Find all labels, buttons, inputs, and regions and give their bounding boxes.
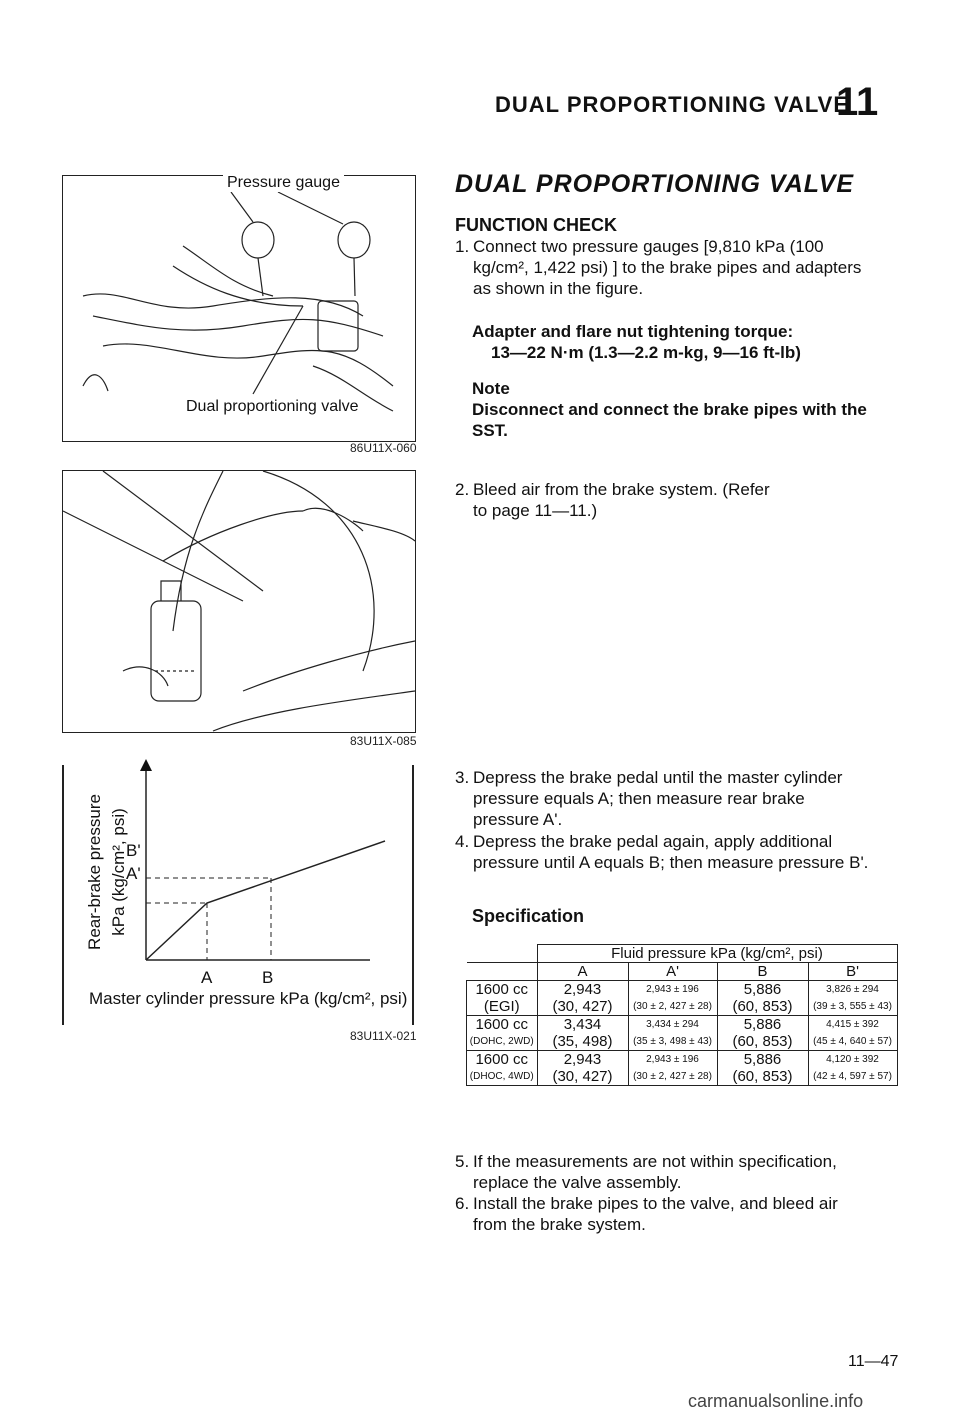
col-a-prime: A' — [628, 963, 717, 981]
figure-code: 83U11X-021 — [350, 1029, 417, 1043]
chart-ytick-bprime: B' — [126, 841, 141, 860]
cell-b-alt: (60, 853) — [732, 1068, 793, 1085]
cell-ap-alt: (30 ± 2, 427 ± 28) — [633, 1001, 712, 1012]
cell-ap-alt: (30 ± 2, 427 ± 28) — [633, 1071, 712, 1082]
step-1 — [455, 236, 873, 302]
row-label — [467, 981, 538, 1016]
col-b-prime: B' — [808, 963, 897, 981]
specification-heading: Specification — [472, 906, 585, 926]
cell-a-alt: (30, 427) — [552, 998, 613, 1015]
row-label-1: 1600 cc — [475, 1016, 529, 1033]
cell-a-prime — [628, 1051, 717, 1086]
figure-bleed-air — [62, 470, 416, 733]
cell-ap-value: 3,434 ± 294 — [646, 1019, 699, 1030]
cell-b — [717, 1051, 808, 1086]
cell-bp-alt: (45 ± 4, 640 ± 57) — [813, 1036, 892, 1047]
chart-xlabel: Master cylinder pressure kPa (kg/cm², psi) — [89, 989, 408, 1008]
cell-b-prime — [808, 1016, 897, 1051]
page-number: 11—47 — [848, 1353, 899, 1370]
page-header-title: DUAL PROPORTIONING VALVE — [495, 92, 850, 117]
row-label-2: (DHOC, 4WD) — [469, 1071, 534, 1082]
cell-b-prime — [808, 981, 897, 1016]
dual-valve-label: Dual proportioning valve — [186, 398, 359, 415]
pressure-curve — [146, 841, 385, 960]
step-5 — [455, 1151, 873, 1195]
step-4 — [455, 831, 873, 897]
step-number: 3. — [455, 768, 470, 787]
col-b: B — [717, 963, 808, 981]
cell-a-alt: (35, 498) — [552, 1033, 613, 1050]
watermark: carmanualsonline.info — [688, 1391, 864, 1411]
step-3 — [455, 767, 873, 833]
cell-b-alt: (60, 853) — [732, 998, 793, 1015]
row-label — [467, 1051, 538, 1086]
cell-a — [537, 1016, 628, 1051]
cell-bp-alt: (39 ± 3, 555 ± 43) — [813, 1001, 892, 1012]
cell-a — [537, 1051, 628, 1086]
figure-code: 86U11X-060 — [350, 441, 417, 455]
cell-b — [717, 1016, 808, 1051]
cell-bp-value: 3,826 ± 294 — [826, 984, 879, 995]
blank-cell — [467, 963, 538, 981]
step-number: 2. — [455, 480, 470, 499]
cell-ap-value: 2,943 ± 196 — [646, 1054, 699, 1065]
pressure-gauge-label: Pressure gauge — [223, 174, 344, 192]
step-text: Depress the brake pedal again, apply additional pressure until A equals B; then measure pressure B'. — [473, 832, 869, 872]
y-axis-arrow — [140, 759, 152, 771]
table-header: Fluid pressure kPa (kg/cm², psi) — [537, 945, 897, 963]
row-label-1: 1600 cc — [475, 981, 529, 998]
table-row — [467, 1016, 898, 1051]
cell-b-prime — [808, 1051, 897, 1086]
cell-bp-value: 4,120 ± 392 — [826, 1054, 879, 1065]
note-text: Disconnect and connect the brake pipes with the SST. — [472, 400, 867, 440]
row-label-2: (DOHC, 2WD) — [469, 1036, 534, 1047]
cell-a — [537, 981, 628, 1016]
step-text: Bleed air from the brake system. (Refer to page 11—11.) — [473, 480, 770, 520]
chart-ylabel-2: kPa (kg/cm², psi) — [109, 808, 128, 936]
bleeding-illustration — [63, 471, 415, 732]
blank-cell — [467, 945, 538, 963]
chart-xtick-b: B — [262, 968, 274, 987]
table-row — [467, 1051, 898, 1086]
chart-ytick-aprime: A' — [126, 864, 141, 883]
step-number: 1. — [455, 237, 470, 256]
figure-pressure-gauge — [62, 175, 416, 442]
step-text: Install the brake pipes to the valve, and bleed air from the brake system. — [473, 1194, 838, 1234]
cell-b — [717, 981, 808, 1016]
step-6 — [455, 1193, 873, 1237]
cell-a-value: 2,943 — [563, 981, 602, 998]
col-a: A — [537, 963, 628, 981]
figure-code: 83U11X-085 — [350, 734, 417, 748]
step-text: If the measurements are not within specification, replace the valve assembly. — [473, 1152, 837, 1192]
cell-a-prime — [628, 981, 717, 1016]
cell-a-value: 2,943 — [563, 1051, 602, 1068]
chapter-number: 11 — [836, 80, 879, 124]
step-text: Depress the brake pedal until the master cylinder pressure equals A; then measure rear brake pressure A'. — [473, 768, 843, 829]
cell-bp-value: 4,415 ± 392 — [826, 1019, 879, 1030]
chart-xtick-a: A — [201, 968, 213, 987]
spec-table — [466, 944, 898, 1086]
torque-heading: Adapter and flare nut tightening torque: — [472, 322, 794, 341]
torque-value: 13—22 N·m (1.3—2.2 m-kg, 9—16 ft-lb) — [491, 343, 801, 362]
step-number: 4. — [455, 832, 470, 851]
table-header-row — [467, 945, 898, 963]
note-heading: Note — [472, 379, 510, 398]
row-label-1: 1600 cc — [475, 1051, 529, 1068]
step-number: 6. — [455, 1194, 470, 1213]
cell-b-value: 5,886 — [743, 1016, 782, 1033]
section-title: DUAL PROPORTIONING VALVE — [455, 170, 855, 198]
cell-a-value: 3,434 — [563, 1016, 602, 1033]
table-column-row — [467, 963, 898, 981]
cell-b-alt: (60, 853) — [732, 1033, 793, 1050]
cell-b-value: 5,886 — [743, 1051, 782, 1068]
step-2 — [455, 479, 873, 523]
step-number: 5. — [455, 1152, 470, 1171]
row-label-2: (EGI) — [483, 998, 520, 1015]
row-label — [467, 1016, 538, 1051]
table-row — [467, 981, 898, 1016]
chart-ylabel-1: Rear-brake pressure — [85, 794, 104, 950]
step-text: Connect two pressure gauges [9,810 kPa (100 kg/cm², 1,422 psi) ] to the brake pipes and adapters as shown in the figure. — [473, 237, 862, 298]
cell-ap-value: 2,943 ± 196 — [646, 984, 699, 995]
cell-bp-alt: (42 ± 4, 597 ± 57) — [813, 1071, 892, 1082]
function-check-heading: FUNCTION CHECK — [455, 215, 617, 235]
cell-ap-alt: (35 ± 3, 498 ± 43) — [633, 1036, 712, 1047]
cell-b-value: 5,886 — [743, 981, 782, 998]
cell-a-alt: (30, 427) — [552, 1068, 613, 1085]
cell-a-prime — [628, 1016, 717, 1051]
